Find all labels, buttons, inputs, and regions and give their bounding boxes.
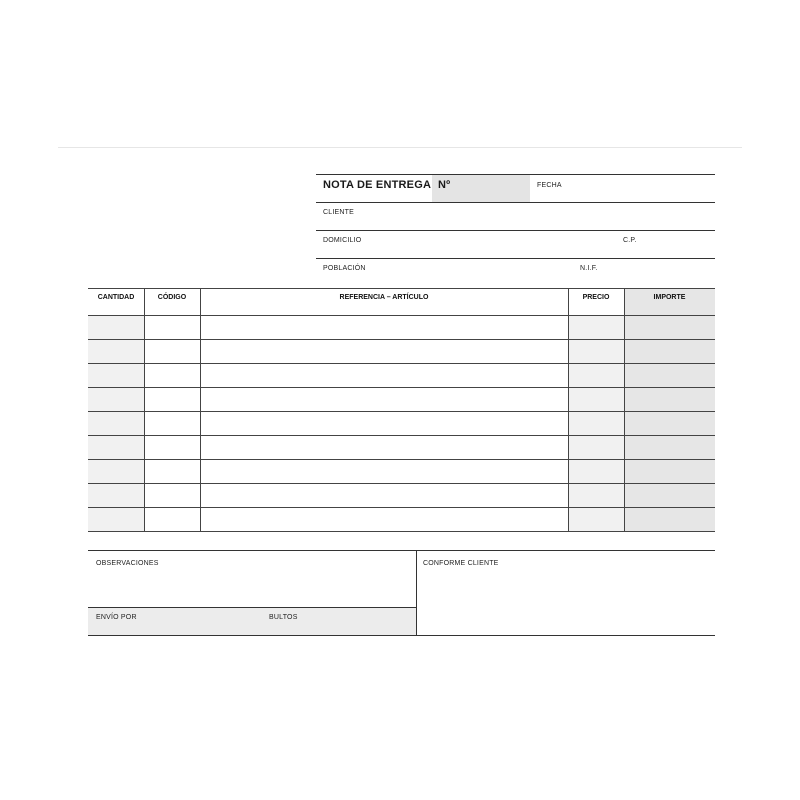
footer-top-line [88,550,715,551]
shipping-row-shade [88,608,416,635]
client-approval-label: CONFORME CLIENTE [423,560,499,567]
date-label: FECHA [537,182,562,189]
packages-label: BULTOS [269,614,298,621]
header-line-3 [316,258,715,259]
column-header-price: PRECIO [582,294,610,301]
postal-code-label: C.P. [623,237,637,244]
sheet-edge [58,147,742,148]
column-divider [624,288,625,532]
header-line-2 [316,230,715,231]
table-bottom-line [88,531,715,532]
items-table [88,288,715,532]
footer-bottom-line [88,635,715,636]
column-divider [200,288,201,532]
table-row [88,483,715,484]
footer-divider [416,550,417,635]
form-title: NOTA DE ENTREGA [323,179,432,191]
address-label: DOMICILIO [323,237,362,244]
amount-column-shade [624,288,715,532]
column-divider [144,288,145,532]
price-column-shade [568,315,624,532]
column-header-amount: IMPORTE [653,294,686,301]
table-row [88,459,715,460]
column-header-quantity: CANTIDAD [97,294,135,301]
column-header-code: CÓDIGO [157,294,187,301]
client-label: CLIENTE [323,209,354,216]
column-header-reference: REFERENCIA – ARTÍCULO [339,294,429,301]
quantity-column-shade [88,315,144,532]
table-row [88,507,715,508]
table-row [88,363,715,364]
header-line-1 [316,202,715,203]
column-divider [568,288,569,532]
table-row [88,339,715,340]
table-row [88,387,715,388]
table-row [88,411,715,412]
table-row [88,315,715,316]
observations-label: OBSERVACIONES [96,560,159,567]
table-top-line [88,288,715,289]
tax-id-label: N.I.F. [580,265,598,272]
town-label: POBLACIÓN [323,265,366,272]
table-row [88,435,715,436]
number-label: Nº [438,179,451,191]
shipping-label: ENVÍO POR [96,614,137,621]
